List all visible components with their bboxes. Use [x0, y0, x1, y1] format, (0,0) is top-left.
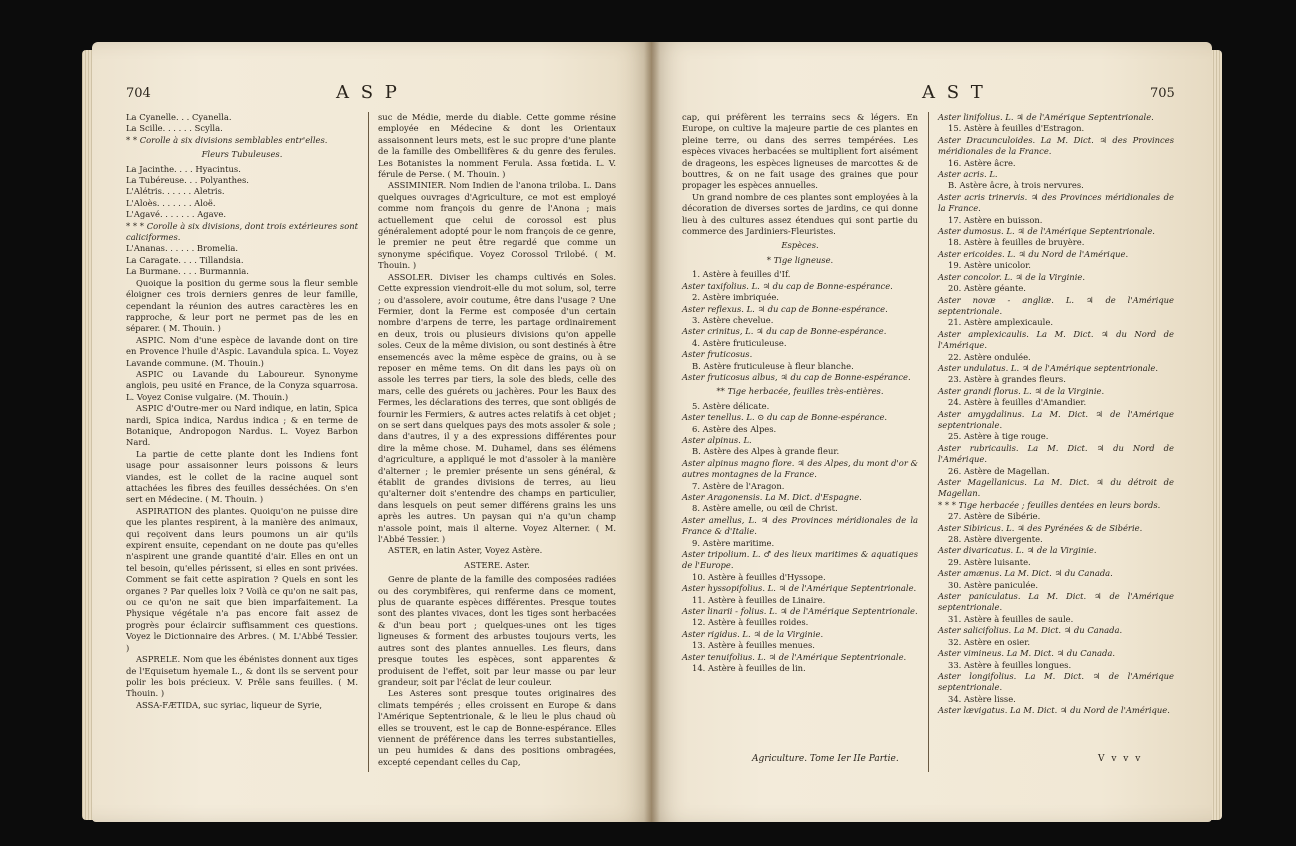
text-line: Aster ericoides. L. ♃ du Nord de l'Amérique. — [938, 248, 1129, 259]
left-page-number: 704 — [126, 86, 151, 101]
text-line: Aster tenellus. L. ⊙ du cap de Bonne-espérance. — [682, 412, 888, 423]
text-line: Aster concolor. L. ♃ de la Virginie. — [938, 271, 1086, 282]
left-page-title: A S P — [336, 82, 400, 103]
text-line: La Scille. . . . . . Scylla. — [126, 123, 223, 134]
text-line: La Tubéreuse. . . Polyanthes. — [126, 175, 249, 186]
text-line: La partie de cette plante dont les Indiens font usage pour assaisonner leurs poissons & leurs viandes, est le collet de la racine auquel sont attachées les fibres des feuilles desséchées. On s'en sert en Médecine. ( M. Thouin. ) — [126, 448, 358, 505]
text-line: ASTER, en latin Aster, Voyez Astère. — [388, 545, 543, 556]
text-line: 24. Astère à feuilles d'Amandier. — [948, 397, 1087, 408]
text-line: Aster dumosus. L. ♃ de l'Amérique Septentrionale. — [938, 226, 1155, 237]
text-line: 34. Astère lisse. — [948, 693, 1016, 704]
text-line: Aster paniculatus. La M. Dict. ♃ de l'Amérique septentrionale. — [938, 591, 1174, 613]
text-line: L'Alétris. . . . . . Aletris. — [126, 186, 225, 197]
text-line: Aster undulatus. L. ♃ de l'Amérique septentrionale. — [938, 362, 1159, 373]
text-line: 23. Astère à grandes fleurs. — [948, 374, 1066, 385]
text-line: Aster grandi florus. L. ♃ de la Virginie. — [938, 385, 1105, 396]
text-line: 15. Astère à feuilles d'Estragon. — [948, 123, 1085, 134]
text-line: 13. Astère à feuilles menues. — [692, 640, 815, 651]
right-page-title: A S T — [922, 82, 986, 103]
text-line: L'Agavé. . . . . . . Agave. — [126, 209, 226, 220]
text-line: Aster amellus, L. ♃ des Provinces méridionales de la France & d'Italie. — [682, 514, 918, 537]
text-line: 19. Astère unicolor. — [948, 260, 1031, 271]
text-line: Genre de plante de la famille des composées radiées ou des corymbifères, qui renferme dans ce moment, plus de quarante espèces différentes. Presque toutes sont des plantes vivaces, dont les tiges sont herbacées & d'un beau port ; quelques-unes ont les tiges ligneuses & forment des arbustes toujours verts, les autres sont des plantes annuelles. Les fleurs, dans presque toutes les espèces, sont apparentes & produisent de l'effet, soit par leur masse ou par leur grandeur, soit par l'éclat de leur couleur. — [378, 574, 616, 687]
right-page-number: 705 — [1150, 86, 1175, 101]
text-line: suc de Médie, merde du diable. Cette gomme résine employée en Médecine & dont les Orientaux assaisonnent leurs mets, est le suc propre d'une plante de la famille des Ombellifères & du genre des ferules. Les Botanistes la nomment Ferula. Assa fœtida. L. V. férule de Perse. ( M. Thouin. ) — [378, 112, 616, 180]
text-line: 33. Astère à feuilles longues. — [948, 659, 1072, 670]
text-line: ASSIMINIER. Nom Indien de l'anona triloba. L. Dans quelques ouvrages d'Agriculture, ce mot est employé comme nom françois du genre de l'Anona ; mais actuellement que celui de corossol est plus généralement adopté pour le nom françois de ce genre, le premier ne peut être regardé que comme un synonyme spécifique. Voyez Corossol Trilobé. ( M. Thouin. ) — [378, 180, 616, 271]
text-line: Aster divaricatus. L. ♃ de la Virginie. — [938, 545, 1097, 556]
page-footer: Agriculture. Tome Ier IIe Partie. — [752, 754, 899, 764]
text-line: 31. Astère à feuilles de saule. — [948, 613, 1074, 624]
text-line: Aster acris. L. — [938, 169, 998, 180]
text-line: L'Aloès. . . . . . . Aloë. — [126, 197, 216, 208]
column-rule-left — [368, 112, 369, 772]
text-line: Aster fruticosus albus, ♃ du cap de Bonne-espérance. — [682, 371, 911, 382]
text-line: La Caragate. . . . Tillandsia. — [126, 254, 244, 265]
text-line: ** Tige herbacée, feuilles très-entières. — [716, 386, 884, 397]
text-line: B. Astère des Alpes à grande fleur. — [692, 446, 840, 457]
text-line: ASPRELE. Nom que les ébénistes donnent aux tiges de l'Equisetum hyemale L., & dont ils se servent pour polir les bois précieux. V. Prêle sans feuilles. ( M. Thouin. ) — [126, 654, 358, 699]
text-line: 22. Astère ondulée. — [948, 351, 1031, 362]
text-line: cap, qui préfèrent les terrains secs & légers. En Europe, on cultive la majeure partie de ces plantes en pleine terre, ou dans des serres tempérées. Les espèces vivaces herbacées se multiplient fort aisément de drageons, les espèces ligneuses de marcottes & de bouttres, & on ne fait usage des graines que pour propager les espèces annuelles. — [682, 112, 918, 191]
text-line: Aster alpinus magno flore. ♃ des Alpes, du mont d'or & autres montagnes de la France. — [682, 457, 918, 480]
text-line: ASPIRATION des plantes. Quoiqu'on ne puisse dire que les plantes respirent, à la manière des animaux, qui reçoivent dans leurs poumons un air qu'ils expirent ensuite, cependant on ne doute pas qu'elles n'aspirent une grande quantité d'air. Elles en ont un tel besoin, qu'elles périssent, si elles en sont privées. Comment se fait cette aspiration ? Quels en sont les organes ? Par quelles loix ? Voilà ce qu'on ne sait pas, ou ce qu'on ne sait que bien imparfaitement. La Physique végétale n'a pas encore fait assez de progrès pour éclaircir suffisamment ces questions. Voyez le Dictionnaire des Arbres. ( M. L'Abbé Tessier. ) — [126, 505, 358, 653]
right-page — [652, 42, 1212, 822]
text-line: Espèces. — [781, 240, 819, 251]
text-line: La Cyanelle. . . Cyanella. — [126, 112, 232, 122]
text-line: Aster Aragonensis. La M. Dict. d'Espagne. — [682, 492, 862, 502]
text-line: 28. Astère divergente. — [948, 534, 1043, 545]
text-line: 2. Astère imbriquée. — [692, 292, 779, 303]
text-line: Aster hyssopifolius. L. ♃ de l'Amérique Septentrionale. — [682, 583, 917, 594]
text-line: Aster salicifolius. La M. Dict. ♃ du Canada. — [938, 625, 1123, 636]
text-line: Fleurs Tubuleuses. — [201, 149, 283, 160]
text-line: 7. Astère de l'Aragon. — [692, 480, 785, 491]
text-line: 17. Astère en buisson. — [948, 214, 1043, 225]
text-line: ASPIC. Nom d'une espèce de lavande dont on tire en Provence l'huile d'Aspic. Lavandula spica. L. Voyez Lavande commune. (M. Thouin.) — [126, 334, 358, 368]
text-line: 5. Astère délicate. — [692, 400, 770, 411]
text-line: 8. Astère amelle, ou œil de Christ. — [692, 503, 838, 514]
text-line: * * * Corolle à six divisions, dont trois extérieures sont caliciformes. — [126, 220, 358, 243]
text-line: 12. Astère à feuilles roides. — [692, 617, 809, 628]
open-book — [92, 42, 1212, 822]
text-line: 18. Astère à feuilles de bruyère. — [948, 237, 1085, 248]
text-line: 29. Astère luisante. — [948, 556, 1031, 567]
column-rule-right — [928, 112, 929, 772]
text-line: La Jacinthe. . . . Hyacintus. — [126, 163, 241, 174]
text-line: Aster amygdalinus. La M. Dict. ♃ de l'Amérique septentrionale. — [938, 408, 1174, 430]
text-line: Aster linarii - folius. L. ♃ de l'Amérique Septentrionale. — [682, 606, 918, 617]
text-line: 9. Astère maritime. — [692, 537, 775, 548]
text-line: B. Astère fruticuleuse à fleur blanche. — [692, 360, 854, 371]
text-line: Aster amplexicaulis. La M. Dict. ♃ du Nord de l'Amérique. — [938, 328, 1174, 351]
text-line: 27. Astère de Sibérie. — [948, 511, 1041, 522]
text-line: 26. Astère de Magellan. — [948, 465, 1050, 476]
text-line: Aster linifolius. L. ♃ de l'Amérique Septentrionale. — [938, 112, 1154, 122]
text-line: Aster reflexus. L. ♃ du cap de Bonne-espérance. — [682, 303, 888, 314]
left-page — [92, 42, 652, 822]
text-line: Un grand nombre de ces plantes sont employées à la décoration de diverses sortes de jardins, ce qui donne lieu à des cultures assez étendues qui sont partie du commerce des Jardiniers-Fleuristes. — [682, 191, 918, 237]
left-column-1 — [126, 112, 358, 711]
text-line: Aster lævigatus. La M. Dict. ♃ du Nord de l'Amérique. — [938, 705, 1170, 716]
text-line: La Burmane. . . . Burmannia. — [126, 266, 249, 277]
text-line: * * Corolle à six divisions semblables entr'elles. — [126, 134, 328, 145]
text-line: 1. Astère à feuilles d'If. — [692, 269, 791, 280]
text-line: ASPIC d'Outre-mer ou Nard indique, en latin, Spica nardi, Spica indica, Nardus indica ; & en terme de Botanique, Andropogon Nardus. L. Voyez Barbon Nard. — [126, 403, 358, 448]
text-line: Aster amænus. La M. Dict. ♃ du Canada. — [938, 568, 1113, 579]
text-line: Aster vimineus. La M. Dict. ♃ du Canada. — [938, 648, 1116, 659]
text-line: Quoique la position du germe sous la fleur semble éloigner ces trois derniers genres de leur famille, cependant la réunion des autres caractères les en rapproche, & leur port ne permet pas de les en séparer. ( M. Thouin. ) — [126, 277, 358, 334]
text-line: Les Asteres sont presque toutes originaires des climats tempérés ; elles croissent en Europe & dans l'Amérique Septentrionale, & le lieu le plus chaud où elles se trouvent, est le cap de Bonne-espérance. Elles viennent de préférence dans les terres substantielles, un peu humides & dans des positions ombragées, excepté cependant celles du Cap, — [378, 688, 616, 767]
text-line: Aster tripolium. L. ♂ des lieux maritimes & aquatiques de l'Europe. — [682, 549, 918, 571]
text-line: 32. Astère en osier. — [948, 636, 1031, 647]
text-line: B. Astère âcre, à trois nervures. — [948, 180, 1084, 191]
signature-mark: V v v v — [1098, 754, 1143, 764]
text-line: 14. Astère à feuilles de lin. — [692, 663, 806, 674]
text-line: Aster rubricaulis. La M. Dict. ♃ du Nord de l'Amérique. — [938, 442, 1174, 465]
text-line: L'Ananas. . . . . . Bromelia. — [126, 243, 239, 254]
text-line: ASSA-FÆTIDA, suc syriac, liqueur de Syrie, — [136, 699, 323, 710]
text-line: 25. Astère à tige rouge. — [948, 431, 1049, 442]
text-line: 3. Astère chevelue. — [692, 314, 774, 325]
text-line: 20. Astère géante. — [948, 283, 1026, 294]
text-line: ASPIC ou Lavande du Laboureur. Synonyme anglois, peu usité en France, de la Conyza squarrosa. L. Voyez Conise vulgaire. (M. Thouin.) — [126, 368, 358, 402]
text-line: Aster rigidus. L. ♃ de la Virginie. — [682, 628, 824, 639]
text-line: ASTERE. Aster. — [464, 559, 530, 570]
text-line: 21. Astère amplexicaule. — [948, 317, 1053, 328]
text-line: Aster longifolius. La M. Dict. ♃ de l'Amérique septentrionale. — [938, 670, 1174, 693]
text-line: 30. Astère paniculée. — [948, 579, 1039, 590]
text-line: * * * Tige herbacée ; feuilles dentées en leurs bords. — [938, 499, 1161, 510]
text-line: Aster tenuifolius. L. ♃ de l'Amérique Septentrionale. — [682, 651, 907, 662]
text-line: Aster Magellanicus. La M. Dict. ♃ du détroit de Magellan. — [938, 477, 1174, 499]
text-line: 16. Astère âcre. — [948, 157, 1016, 168]
text-line: ASSOLER. Diviser les champs cultivés en Soles. Cette expression viendroit-elle du mot solum, sol, terre ; ou d'assolere, avoir coutume, être dans l'usage ? Une Fermier, dont la Ferme est composée d'un certain nombre d'arpens de terre, les partage ordinairement en deux, trois ou plusieurs divisions qu'on appelle soles. Ceux de la même division, ou sont destinés à être ensemencés avec la même espèce de grains, ou à se reposer en même tems. On dit dans les pays où on assole les terres par tiers, la sole des bleds, celle des mars, celle des guérets ou jachères. Pour les Baux des Fermes, les déclarations des terres, que sont obligés de fournir les Fermiers, & autres actes relatifs à cet objet ; on se sert dans quelques pays des mots assoler & sole ; dans d'autres, il y a des expressions différentes pour dire la même chose. M. Duhamel, dans ses élémens d'agriculture, a appliqué le mot d'assoler à la manière d'alterner ; le premier présente un sens général, & établit de grandes divisions de terres, au lieu qu'alterner doit s'entendre des champs en particulier, dans lesquels on peut semer différens grains les uns après les autres. Un paysan qui n'a qu'un champ n'assole point, mais il alterne. Voyez Alterner. ( M. l'Abbé Tessier. ) — [378, 271, 617, 545]
text-line: Aster novæ - angliæ. L. ♃ de l'Amérique septentrionale. — [938, 294, 1174, 316]
right-column-2 — [938, 112, 1174, 717]
text-line: * Tige ligneuse. — [766, 254, 834, 265]
left-column-2 — [378, 112, 616, 768]
text-line: Aster acris trinervis. ♃ des Provinces méridionales de la France. — [938, 191, 1174, 214]
text-line: Aster taxifolius. L. ♃ du cap de Bonne-espérance. — [682, 280, 893, 291]
text-line: Aster Dracunculoides. La M. Dict. ♃ des Provinces méridionales de la France. — [938, 134, 1174, 157]
text-line: Aster Sibiricus. L. ♃ des Pyrénées & de Sibérie. — [938, 522, 1143, 533]
text-line: Aster fruticosus. — [682, 349, 753, 360]
book-gutter — [644, 42, 660, 822]
text-line: 11. Astère à feuilles de Linaire. — [692, 594, 826, 605]
right-column-1 — [682, 112, 918, 675]
text-line: Aster crinitus, L. ♃ du cap de Bonne-espérance. — [682, 326, 887, 337]
text-line: 6. Astère des Alpes. — [692, 423, 777, 434]
text-line: 10. Astère à feuilles d'Hyssope. — [692, 571, 826, 582]
text-line: 4. Astère fruticuleuse. — [692, 337, 787, 348]
text-line: Aster alpinus. L. — [682, 434, 752, 445]
